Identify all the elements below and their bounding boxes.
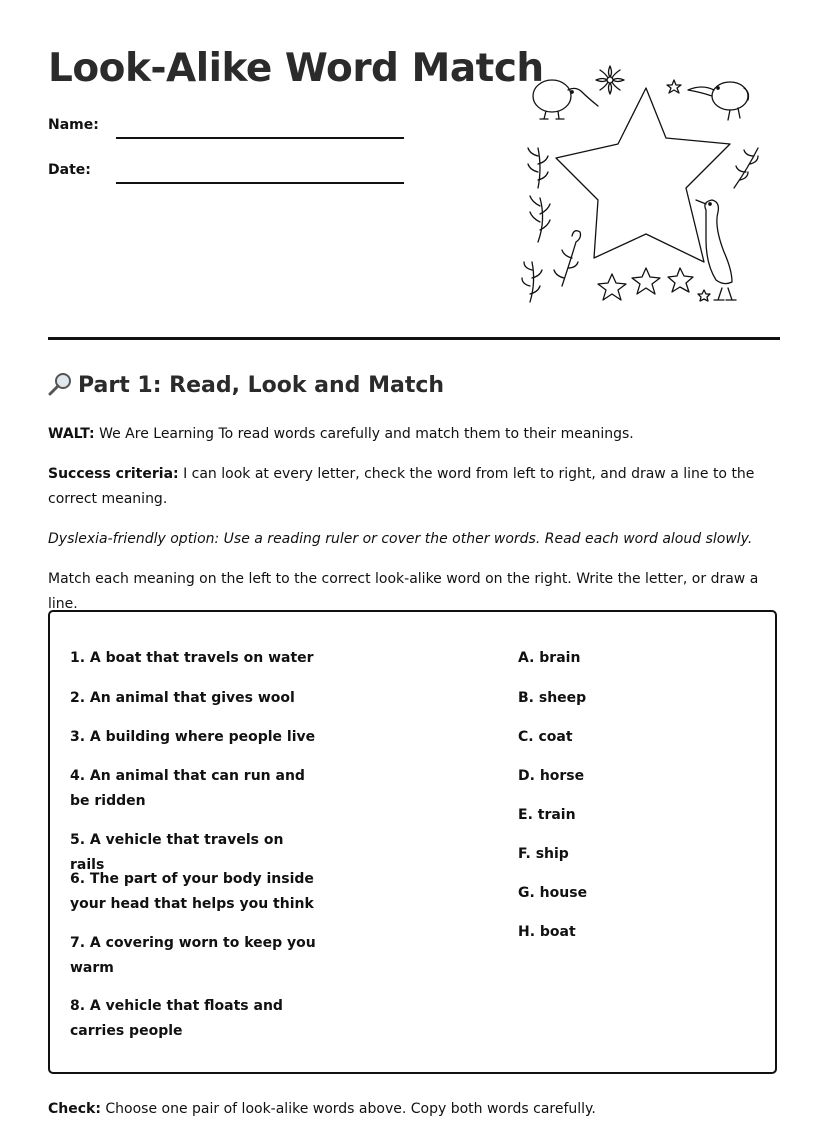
- meaning-item-6[interactable]: 6. The part of your body inside your head that helps you think: [70, 871, 314, 912]
- success-criteria-text: I can look at every letter, check the word from left to right, and draw a line to the correct meaning.: [48, 466, 755, 507]
- flower-icon: [596, 66, 624, 94]
- part1-heading-text: Part 1: Read, Look and Match: [78, 373, 445, 398]
- word-item-h[interactable]: H. boat: [518, 924, 576, 940]
- walt-text: We Are Learning To read words carefully and match them to their meanings.: [94, 426, 634, 442]
- meaning-item-2[interactable]: 2. An animal that gives wool: [70, 690, 295, 706]
- walt-label: WALT:: [48, 426, 95, 442]
- word-item-c[interactable]: C. coat: [518, 729, 573, 745]
- meaning-item-7[interactable]: 7. A covering worn to keep you warm: [70, 935, 316, 976]
- word-item-g[interactable]: G. house: [518, 885, 588, 901]
- meaning-item-1[interactable]: 1. A boat that travels on water: [70, 650, 314, 666]
- section-divider: [48, 337, 780, 340]
- word-item-a[interactable]: A. brain: [518, 650, 581, 666]
- word-item-b[interactable]: B. sheep: [518, 690, 587, 706]
- word-item-e[interactable]: E. train: [518, 807, 576, 823]
- check-paragraph: [48, 1097, 780, 1122]
- date-field: [48, 162, 116, 178]
- walt-paragraph: [48, 422, 780, 447]
- heron-bird-icon: [696, 200, 736, 300]
- word-item-d[interactable]: D. horse: [518, 768, 585, 784]
- name-label: Name:: [48, 117, 99, 133]
- star-icon: [556, 88, 730, 262]
- nz-nature-illustration: [518, 62, 764, 308]
- worksheet-title: Look-Alike Word Match: [48, 46, 544, 91]
- date-write-line[interactable]: [116, 182, 404, 184]
- matching-box: [48, 610, 777, 1074]
- name-write-line[interactable]: [116, 137, 404, 139]
- success-criteria-paragraph: [48, 462, 780, 512]
- tui-bird-icon: [688, 82, 749, 120]
- kiwi-bird-icon: [533, 80, 598, 119]
- fern-icon: [522, 148, 550, 302]
- word-item-f[interactable]: F. ship: [518, 846, 569, 862]
- meaning-item-4[interactable]: 4. An animal that can run and be ridden: [70, 768, 305, 809]
- check-text: Choose one pair of look-alike words above. Copy both words carefully.: [100, 1101, 596, 1117]
- small-star-icon: [667, 80, 681, 93]
- success-criteria-label: Success criteria:: [48, 466, 179, 482]
- matching-instructions: Match each meaning on the left to the correct look-alike word on the right. Write the letter, or draw a line.: [48, 571, 759, 612]
- meaning-item-3[interactable]: 3. A building where people live: [70, 729, 316, 745]
- part1-heading: [48, 372, 444, 398]
- meaning-item-5[interactable]: 5. A vehicle that travels on rails: [70, 832, 284, 873]
- dyslexia-option: Dyslexia-friendly option: Use a reading ruler or cover the other words. Read each word aloud slowly.: [48, 531, 753, 547]
- magnifying-glass-icon: [48, 372, 74, 396]
- date-label: Date:: [48, 162, 91, 178]
- meaning-item-8[interactable]: 8. A vehicle that floats and carries people: [70, 998, 283, 1039]
- check-label: Check:: [48, 1101, 101, 1117]
- name-field: [48, 117, 116, 133]
